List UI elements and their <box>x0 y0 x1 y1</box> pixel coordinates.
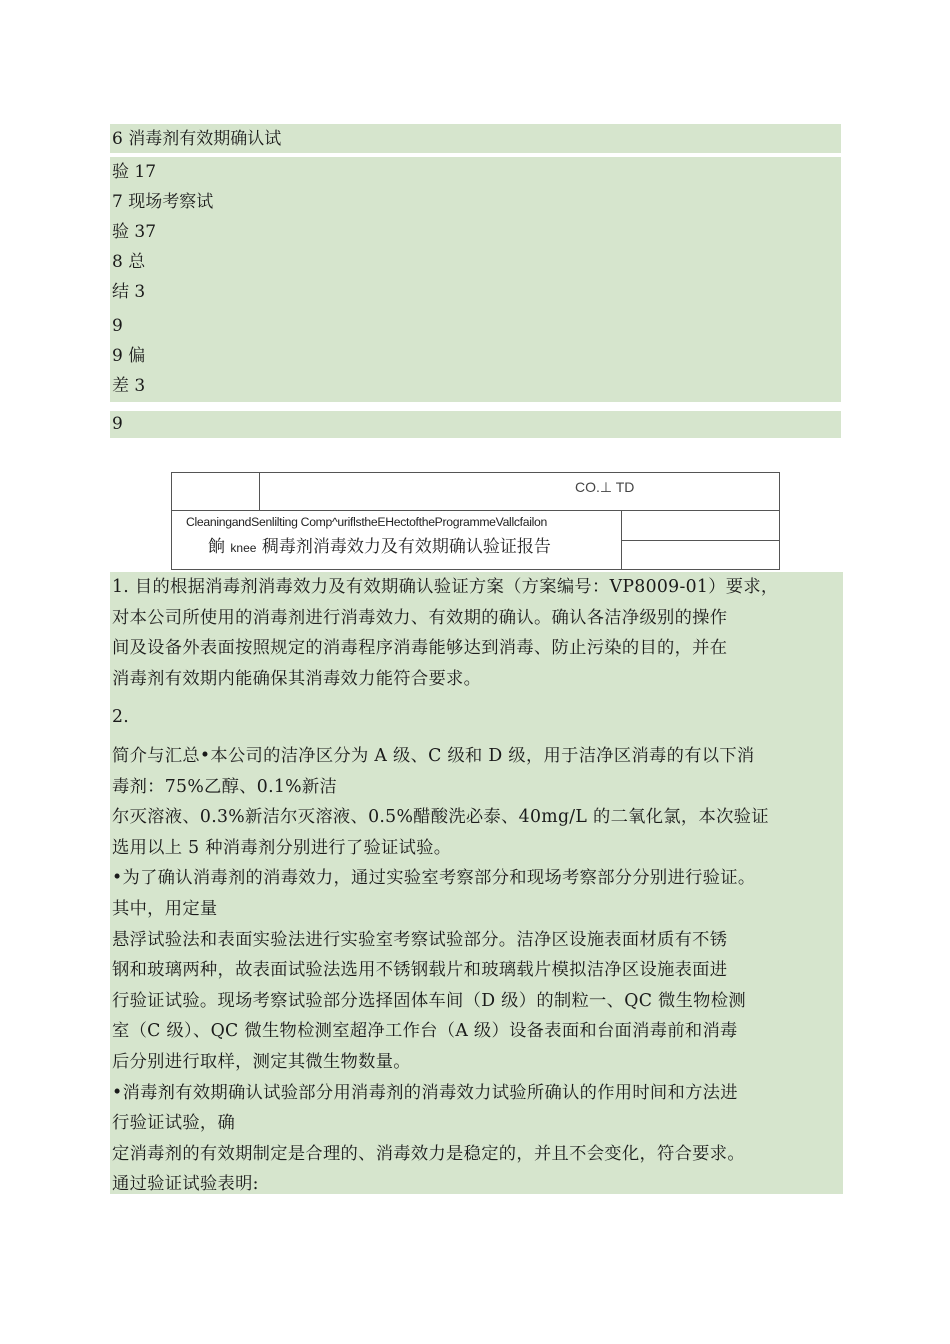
spacer <box>112 733 843 741</box>
toc-line: 6 消毒剂有效期确认试 <box>112 129 282 149</box>
document-code: CO.⊥ TD <box>575 479 635 495</box>
spacer <box>112 694 843 702</box>
title-cell <box>172 511 622 569</box>
body-line: 简介与汇总•本公司的洁净区分为 A 级、C 级和 D 级，用于洁净区消毒的有以下消 <box>112 745 755 766</box>
body-line: 对本公司所使用的消毒剂进行消毒效力、有效期的确认。确认各洁净级别的操作 <box>112 607 728 628</box>
body-line: 后分别进行取样，测定其微生物数量。 <box>112 1051 411 1072</box>
chinese-title-main: 稠毒剂消毒效力及有效期确认验证报告 <box>261 537 551 557</box>
toc-line: 7 现场考察试 <box>112 192 214 212</box>
body-line: 1. 目的根据消毒剂消毒效力及有效期确认验证方案（方案编号：VP8009-01）要求， <box>112 577 779 597</box>
toc-line: 9 偏 <box>112 346 146 366</box>
chinese-title-prefix: 餉 <box>208 537 225 557</box>
info-cell-2 <box>622 541 779 569</box>
english-title: CleaningandSenlilting Comp^uriflstheEHectoftheProgrammeVallcfailon <box>186 515 547 529</box>
body-line: 选用以上 5 种消毒剂分别进行了验证试验。 <box>112 837 452 858</box>
body-line: •为了确认消毒剂的消毒效力，通过实验室考察部分和现场考察部分分别进行验证。 <box>112 868 756 889</box>
body-line: 行验证试验，确 <box>112 1113 236 1134</box>
body-line: 通过验证试验表明: <box>112 1174 259 1195</box>
body-line: 尔灭溶液、0.3%新洁尔灭溶液、0.5%醋酸洗必泰、40mg/L 的二氧化氯，本次验证 <box>112 807 769 828</box>
toc-line: 9 <box>112 316 123 336</box>
body-line: 行验证试验。现场考察试验部分选择固体车间（D 级）的制粒一、QC 微生物检测 <box>112 990 746 1011</box>
toc-block-2 <box>110 157 841 402</box>
toc-block-1 <box>110 124 841 153</box>
toc-line: 8 总 <box>112 252 146 272</box>
toc-line: 验 17 <box>112 162 157 182</box>
toc-block-3 <box>110 411 841 438</box>
body-line: 室（C 级）、QC 微生物检测室超净工作台（A 级）设备表面和台面消毒前和消毒 <box>112 1021 738 1042</box>
chinese-title <box>208 532 551 557</box>
toc-line: 差 3 <box>112 376 146 396</box>
body-line: 悬浮试验法和表面实验法进行实验室考察试验部分。洁净区设施表面材质有不锈 <box>112 929 728 950</box>
toc-line: 9 <box>112 414 123 434</box>
body-line: 2. <box>112 707 130 728</box>
report-header-table <box>171 472 780 570</box>
report-body <box>110 572 843 1194</box>
body-line: 定消毒剂的有效期制定是合理的、消毒效力是稳定的，并且不会变化，符合要求。 <box>112 1143 745 1164</box>
body-line: •消毒剂有效期确认试验部分用消毒剂的消毒效力试验所确认的作用时间和方法进 <box>112 1082 738 1103</box>
toc-line: 验 37 <box>112 222 157 242</box>
info-cell-1 <box>622 511 779 541</box>
body-line: 钢和玻璃两种，故表面试验法选用不锈钢载片和玻璃载片模拟洁净区设施表面进 <box>112 960 728 981</box>
chinese-title-small: knee <box>230 541 257 555</box>
body-line: 消毒剂有效期内能确保其消毒效力能符合要求。 <box>112 668 482 689</box>
toc-line: 结 3 <box>112 282 146 302</box>
body-line: 间及设备外表面按照规定的消毒程序消毒能够达到消毒、防止污染的目的，并在 <box>112 638 728 659</box>
logo-cell <box>172 473 260 511</box>
body-line: 毒剂：75%乙醇、0.1%新洁 <box>112 776 338 797</box>
body-line: 其中，用定量 <box>112 898 218 919</box>
code-cell <box>260 473 779 511</box>
